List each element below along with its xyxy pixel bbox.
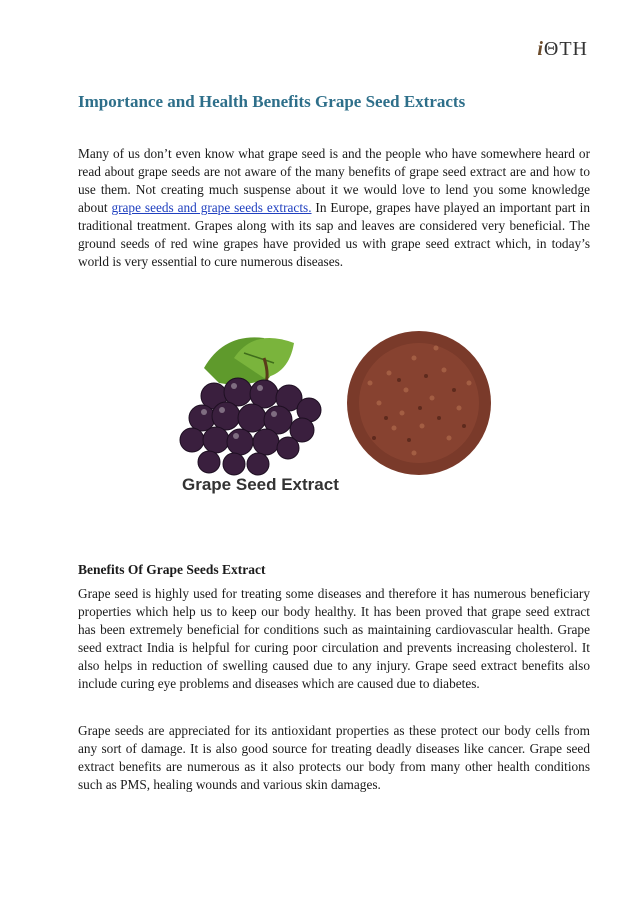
grape-seed-illustration <box>174 318 494 498</box>
intro-text-after-link: In Europe, grapes have played an important part in traditional treatment. Grapes along with its sap and leaves are considered very beneficial. The ground seeds of red wine grapes have provided us with grape seed extract which, in today’s world is very essential to cure numerous diseases. <box>78 200 590 269</box>
grape-seed-extract-image <box>174 318 494 498</box>
brand-logo-text: ΘTH <box>543 38 588 60</box>
section-heading: Benefits Of Grape Seeds Extract <box>78 562 266 577</box>
intro-paragraph <box>78 145 590 271</box>
grape-seeds-link[interactable]: grape seeds and grape seeds extracts. <box>111 200 312 215</box>
figure-caption: Grape Seed Extract <box>182 475 339 494</box>
brand-logo <box>537 38 588 61</box>
brand-logo-prefix: i <box>537 38 544 60</box>
benefits-paragraph-2: Grape seeds are appreciated for its antioxidant properties as these protect our body cells from any sort of damage. It is also good source for treating deadly diseases like cancer. Grape seed extract benefits are numerous as it also protects our body from many other health conditions such as PMS, healing wounds and various skin damages. <box>78 723 590 792</box>
benefits-paragraph-1: Grape seed is highly used for treating some diseases and therefore it has numerous beneficiary properties which help us to keep our body healthy. It has been proved that grape seed extract has been extremely beneficial for conditions such as maintaining cardiovascular health. Grape seed extract India is helpful for curing poor circulation and prevents increasing cholesterol. It also helps in reduction of swelling caused due to any injury. Grape seed extract benefits also include curing eye problems and diseases which are caused due to diabetes. <box>78 586 590 691</box>
page-title: Importance and Health Benefits Grape Seed Extracts <box>78 92 466 111</box>
intro-text-before-link: Many of us don’t even know what grape seed is and the people who have somewhere heard or read about grape seeds are not aware of the many benefits of grape seed extract are and how to use them. Not creating much suspense about it we would love to lend you some knowledge about <box>78 146 590 215</box>
